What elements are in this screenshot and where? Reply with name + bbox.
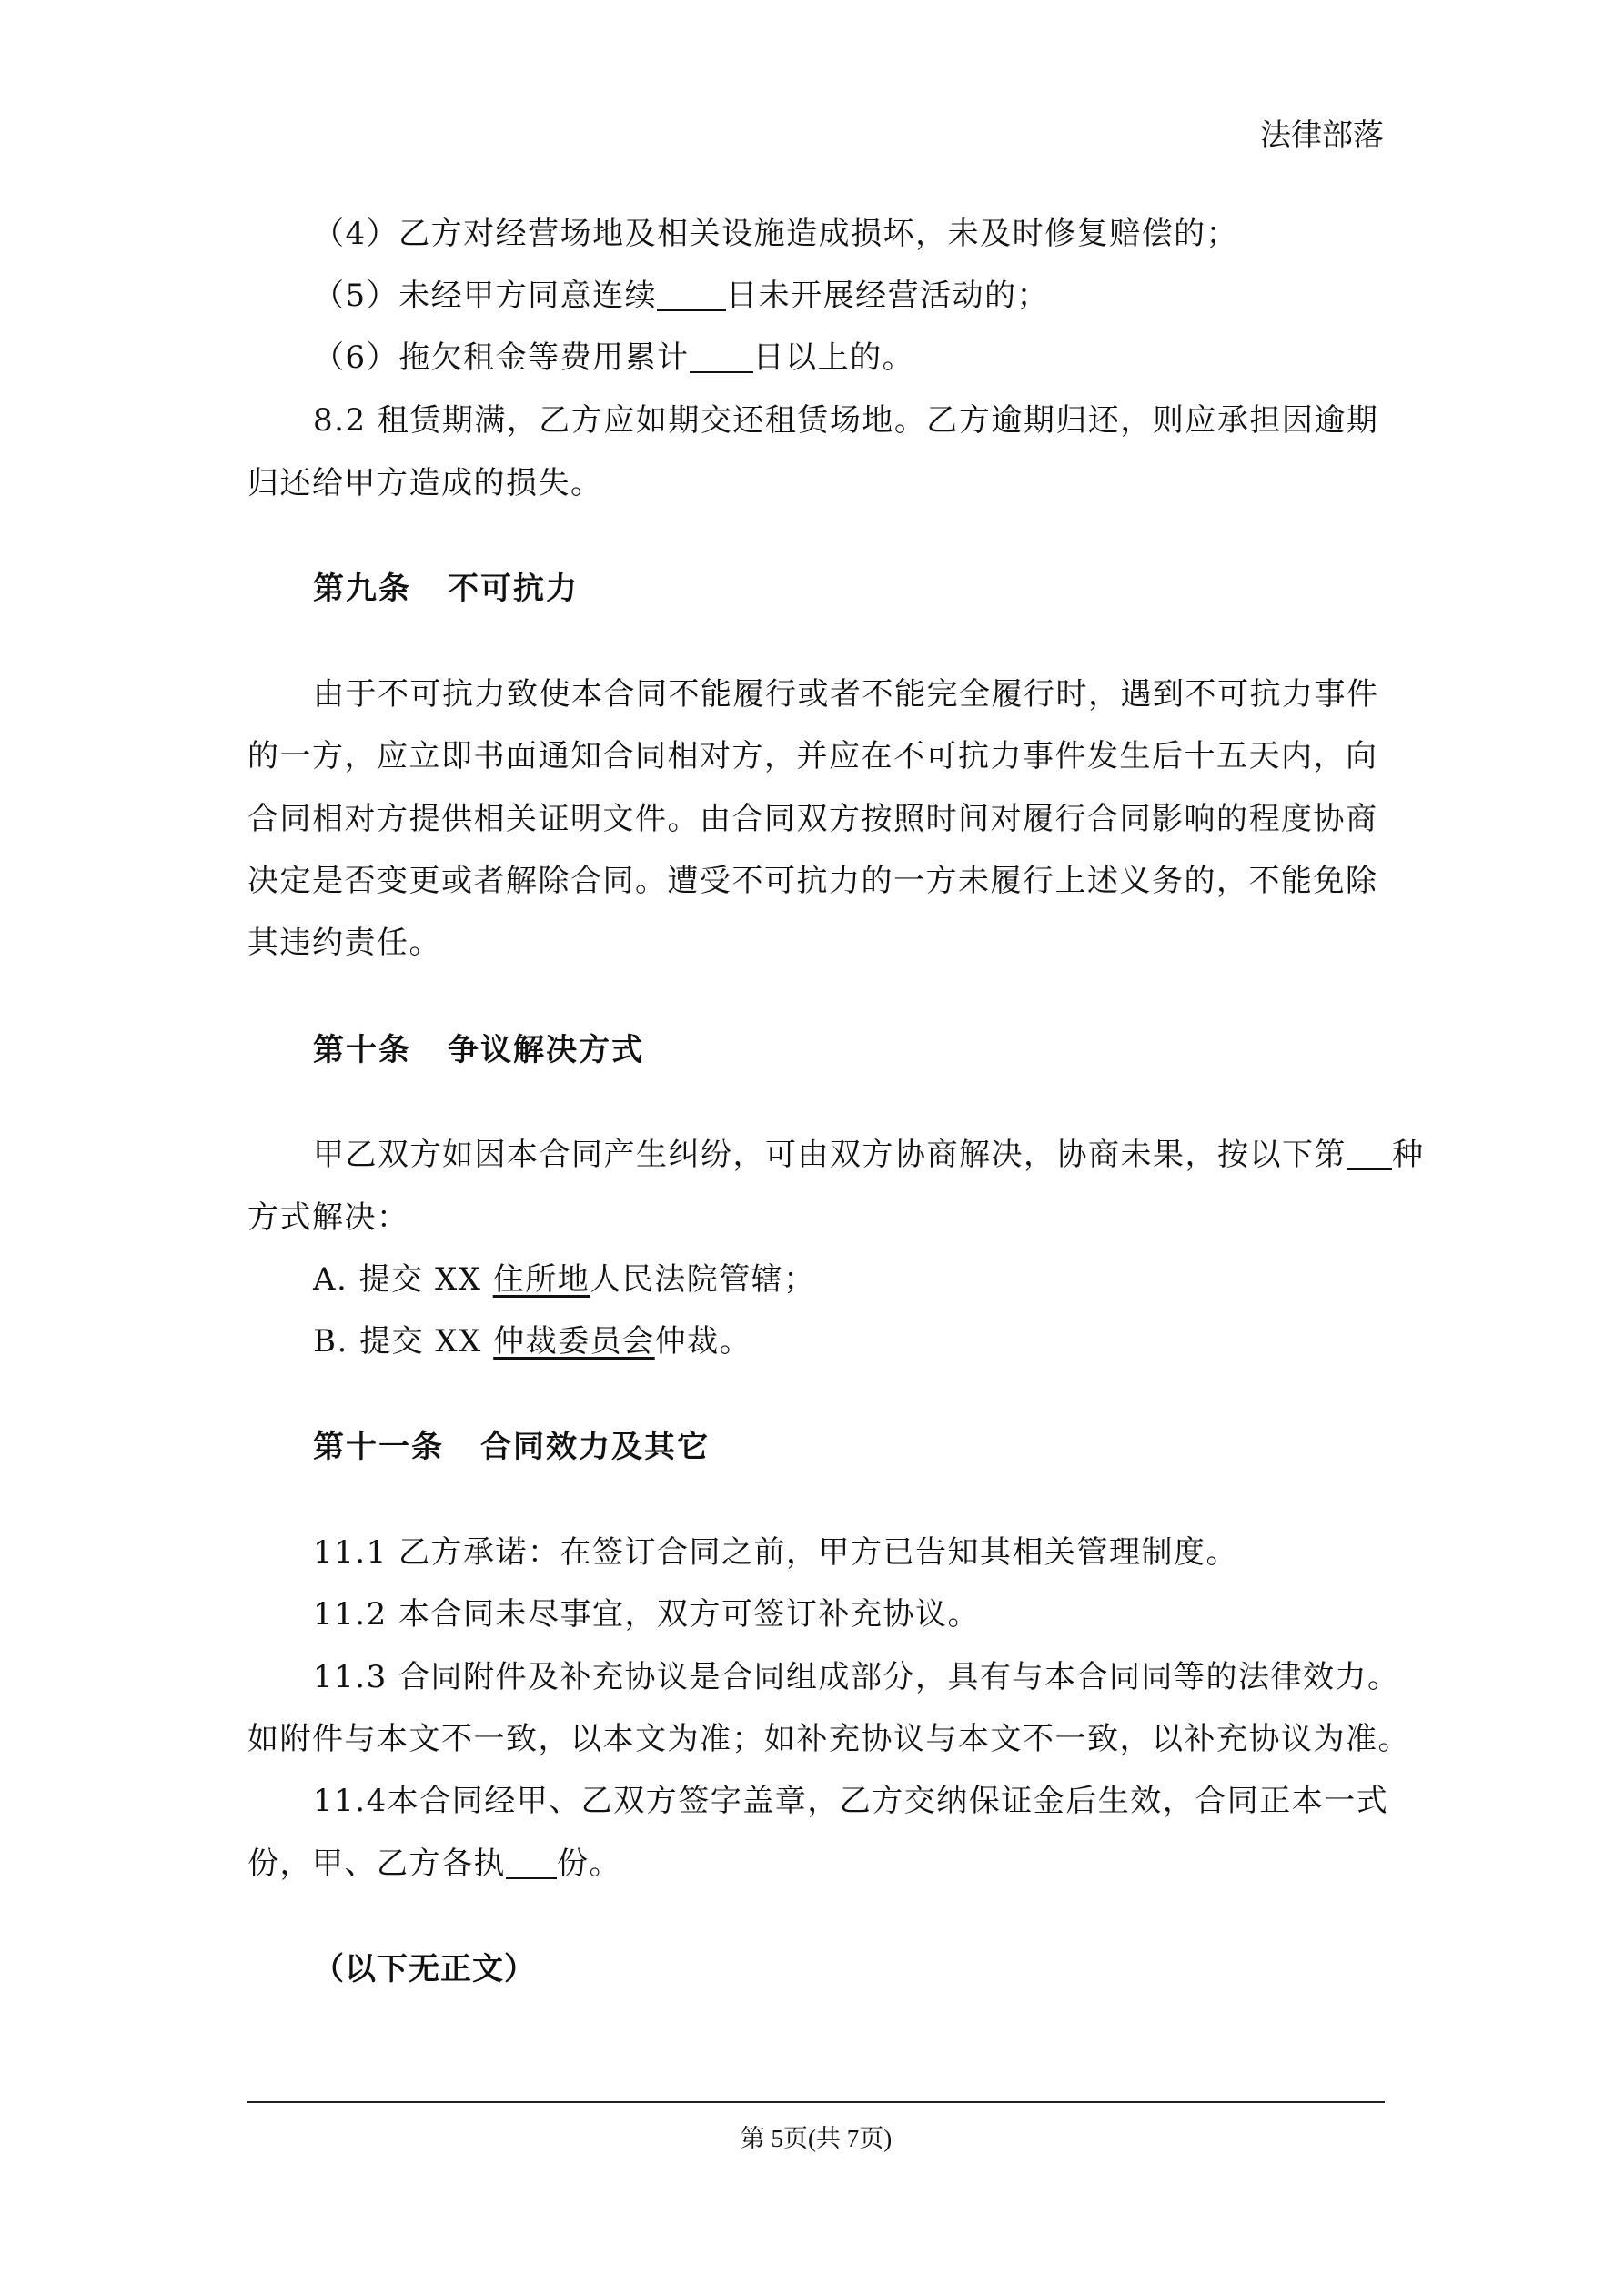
article-10-line-1 xyxy=(313,1133,1425,1177)
article-10-number: 第十条 xyxy=(313,1032,411,1068)
article-9-heading xyxy=(313,567,1385,611)
article-10-text-a: 甲乙双方如因本合同产生纠纷，可由双方协商解决，协商未果，按以下第 xyxy=(313,1137,1347,1173)
option-b-suffix: 仲裁。 xyxy=(654,1323,752,1360)
article-10-line-2: 方式解决： xyxy=(247,1199,409,1236)
article-9-line-5: 其违约责任。 xyxy=(247,925,441,961)
item-5-blank xyxy=(657,278,726,311)
article-9-line-1: 由于不可抗力致使本合同不能履行或者不能完全履行时，遇到不可抗力事件 xyxy=(313,676,1379,713)
article-9-line-2: 的一方，应立即书面通知合同相对方，并应在不可抗力事件发生后十五天内，向 xyxy=(247,738,1378,774)
clause-8-2-line-1: 8.2 租赁期满，乙方应如期交还租赁场地。乙方逾期归还，则应承担因逾期 xyxy=(313,402,1379,439)
item-5-text-b: 日未开展经营活动的； xyxy=(726,278,1050,314)
article-10-blank xyxy=(1347,1138,1392,1170)
article-11-heading xyxy=(313,1425,1385,1469)
option-b-underlined: 仲裁委员会 xyxy=(493,1323,655,1360)
item-6-text-a: （6）拖欠租金等费用累计 xyxy=(313,339,690,376)
item-5-text-a: （5）未经甲方同意连续 xyxy=(313,278,658,314)
item-6-text-b: 日以上的。 xyxy=(752,339,915,376)
article-10-heading xyxy=(313,1028,1385,1072)
closing-note: （以下无正文） xyxy=(313,1951,536,1988)
article-10-option-b xyxy=(313,1320,1385,1363)
clause-11-4-text-b: 份。 xyxy=(557,1846,621,1882)
clause-11-4-blank xyxy=(506,1846,557,1879)
article-9-line-3: 合同相对方提供相关证明文件。由合同双方按照时间对履行合同影响的程度协商 xyxy=(247,801,1378,837)
item-5 xyxy=(313,274,1385,318)
article-10-option-a xyxy=(313,1258,1385,1301)
article-9-line-4: 决定是否变更或者解除合同。遭受不可抗力的一方未履行上述义务的，不能免除 xyxy=(247,863,1378,899)
clause-11-4-line-1: 11.4本合同经甲、乙双方签字盖章，乙方交纳保证金后生效，合同正本一式 xyxy=(313,1783,1389,1819)
item-6 xyxy=(313,336,1385,379)
clause-11-3-line-1: 11.3 合同附件及补充协议是合同组成部分，具有与本合同同等的法律效力。 xyxy=(313,1659,1400,1695)
clause-11-4-text-a: 份，甲、乙方各执 xyxy=(247,1846,506,1882)
item-6-blank xyxy=(690,340,753,373)
article-11-title: 合同效力及其它 xyxy=(480,1429,710,1465)
footer-divider xyxy=(247,2101,1385,2103)
option-a-prefix: A. 提交 XX xyxy=(313,1261,493,1298)
option-a-underlined: 住所地 xyxy=(492,1261,590,1298)
article-9-title: 不可抗力 xyxy=(448,571,579,607)
clause-11-2: 11.2 本合同未尽事宜，双方可签订补充协议。 xyxy=(313,1596,981,1633)
clause-11-3-line-2: 如附件与本文不一致，以本文为准；如补充协议与本文不一致，以补充协议为准。 xyxy=(247,1721,1410,1757)
clause-8-2-line-2: 归还给甲方造成的损失。 xyxy=(247,465,603,501)
article-9-number: 第九条 xyxy=(313,571,411,607)
option-a-suffix: 人民法院管辖； xyxy=(590,1261,816,1298)
article-10-text-b: 种 xyxy=(1392,1137,1425,1173)
clause-11-1: 11.1 乙方承诺：在签订合同之前，甲方已告知其相关管理制度。 xyxy=(313,1534,1239,1571)
clause-11-4-line-2 xyxy=(247,1842,1385,1886)
page-number: 第 5页(共 7页) xyxy=(740,2125,893,2152)
article-11-number: 第十一条 xyxy=(313,1429,444,1465)
header-brand: 法律部落 xyxy=(1260,117,1384,154)
option-b-prefix: B. 提交 XX xyxy=(313,1323,494,1360)
article-10-title: 争议解决方式 xyxy=(448,1032,644,1068)
item-4: （4）乙方对经营场地及相关设施造成损坏，未及时修复赔偿的； xyxy=(313,216,1239,252)
